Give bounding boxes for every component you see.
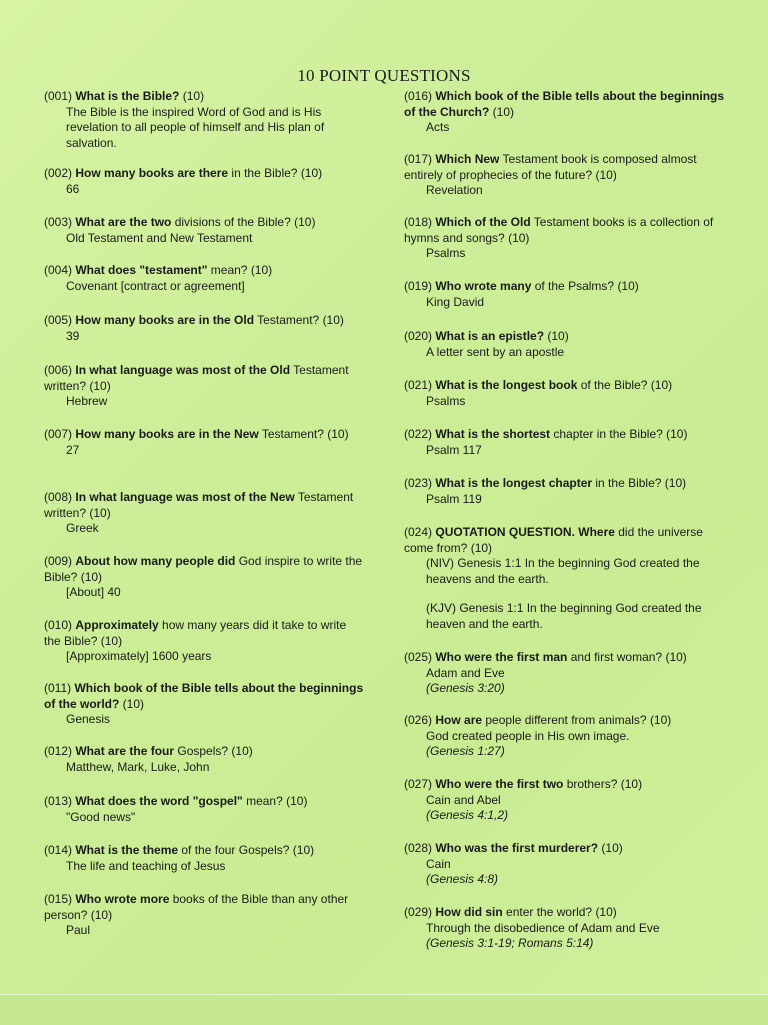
question-number: (004) [44,263,73,277]
question-points: (10) [595,905,617,919]
question-emphasis: Approximately [75,618,159,632]
question-rest: and first woman? [567,650,663,664]
question-text [404,713,726,729]
question-number: (018) [404,215,433,229]
question-points: (10) [286,794,308,808]
question-item [44,215,366,246]
question-text [404,476,726,492]
answer-text: Through the disobedience of Adam and Eve [426,920,660,935]
question-points: (10) [100,633,123,648]
question-text [44,843,366,859]
question-text [404,841,726,857]
question-number: (027) [404,777,433,791]
question-rest: of the four Gospels? [178,843,290,857]
question-emphasis: What are the two [75,215,172,229]
question-emphasis: What is the longest chapter [435,476,593,490]
answer-text: 27 [66,442,80,457]
reference-line [404,808,726,824]
question-rest: did the universe come from? [404,525,703,555]
question-item [404,89,726,136]
reference-line [404,681,726,697]
question-number: (009) [44,554,73,568]
question-item [44,794,366,825]
answer-text: 39 [66,328,80,343]
question-item [404,427,726,458]
question-number: (024) [404,525,433,539]
question-number: (011) [44,681,72,695]
question-rest: how many years did it take to write the Bible? [44,618,347,648]
answer-text: Cain [426,856,451,871]
question-rest: Testament written? [44,363,349,393]
answer-text: The life and teaching of Jesus [66,858,226,873]
question-number: (019) [404,279,433,293]
question-emphasis: How did sin [435,905,503,919]
question-item [44,166,366,197]
question-emphasis: What is the Bible? [75,89,180,103]
question-text [44,313,366,329]
question-emphasis: What are the four [75,744,175,758]
question-points: (10) [90,907,113,922]
question-rest: people different from animals? [482,713,647,727]
question-text [404,152,726,183]
question-rest: of the Bible? [577,378,648,392]
question-item [44,843,366,874]
question-text [404,378,726,394]
question-emphasis: Who was the first murderer? [435,841,599,855]
answer-text: Genesis [66,712,111,726]
answer-text: [About] 40 [66,585,121,599]
question-points: (10) [617,279,639,293]
question-emphasis: How are [435,713,483,727]
answer-text: 66 [66,181,80,196]
question-item [404,215,726,262]
question-emphasis: In what language was most of the Old [75,363,291,377]
question-rest: in the Bible? [592,476,662,490]
question-rest: divisions of the Bible? [171,215,291,229]
question-emphasis: What does the word "gospel" [75,794,243,808]
answer-text: King David [426,294,485,309]
answer-text: [Approximately] 1600 years [66,649,212,663]
question-emphasis: Which book of the Bible tells about the beginnings of the world? [44,681,364,711]
question-points: (10) [508,230,530,245]
question-text [44,794,366,810]
question-item [44,681,366,728]
question-number: (026) [404,713,433,727]
answer-text: Hebrew [66,394,108,408]
question-points: (10) [122,696,145,711]
question-text [404,89,726,120]
question-item [44,554,366,601]
question-number: (010) [44,618,73,632]
question-number: (020) [404,329,433,343]
answer-text: "Good news" [66,809,136,824]
question-number: (028) [404,841,433,855]
question-number: (015) [44,892,73,906]
question-points: (10) [327,427,349,441]
question-points: (10) [470,540,493,555]
question-text [404,525,726,556]
question-rest: Testament book is composed almost entirely of prophecies of the future? [404,152,697,182]
question-text [404,905,726,921]
answer-text: God created people in His own image. [426,728,630,743]
question-text [44,363,366,394]
question-item [44,89,366,151]
scripture-reference: (Genesis 3:20) [426,681,505,695]
question-emphasis: Who were the first two [435,777,564,791]
question-emphasis: What does "testament" [75,263,208,277]
question-number: (014) [44,843,73,857]
question-item [44,313,366,344]
answer-text: Matthew, Mark, Luke, John [66,759,210,774]
question-item [404,279,726,310]
question-points: (10) [292,843,315,857]
question-points: (10) [89,505,111,520]
scripture-reference: (Genesis 3:1-19; Romans 5:14) [426,936,594,950]
question-item [44,618,366,665]
question-rest: enter the world? [502,905,593,919]
answer-text: (KJV) Genesis 1:1 In the beginning God created the heaven and the earth. [426,601,702,631]
question-points: (10) [650,378,673,392]
question-number: (006) [44,363,73,377]
question-points: (10) [547,329,569,343]
question-rest: mean? [207,263,248,277]
question-item [44,744,366,775]
question-number: (001) [44,89,73,103]
question-points: (10) [80,569,103,584]
question-emphasis: Who wrote many [435,279,532,293]
question-emphasis: What is an epistle? [435,329,545,343]
question-item [404,713,726,760]
question-points: (10) [665,650,687,664]
answer-text: Psalms [426,246,466,260]
question-emphasis: How many books are there [75,166,229,180]
question-emphasis: Who were the first man [435,650,568,664]
answer-text: A letter sent by an apostle [426,344,565,359]
question-number: (025) [404,650,433,664]
question-emphasis: What is the longest book [435,378,578,392]
question-item [404,476,726,507]
question-rest: chapter in the Bible? [550,427,663,441]
question-points: (10) [649,713,672,727]
question-emphasis: About how many people did [75,554,236,568]
question-item [404,650,726,697]
question-rest: in the Bible? [228,166,298,180]
question-points: (10) [620,777,643,791]
question-item [404,841,726,888]
answer-text: Revelation [426,183,483,197]
page-edge-strip [0,994,768,1025]
question-emphasis: How many books are in the New [75,427,259,441]
question-item [44,490,366,537]
question-text [44,89,366,105]
question-points: (10) [322,313,344,327]
question-emphasis: What is the theme [75,843,179,857]
question-number: (008) [44,490,73,504]
question-emphasis: Which book of the Bible tells about the beginnings of the Church? [404,89,725,119]
answer-text: Old Testament and New Testament [66,230,253,245]
question-number: (017) [404,152,433,166]
question-rest: Testament? [254,313,320,327]
question-points: (10) [601,841,623,855]
question-rest: Testament books is a collection of hymns and songs? [404,215,714,245]
answer-text: Covenant [contract or agreement] [66,278,245,293]
question-rest: brothers? [563,777,618,791]
question-points: (10) [666,427,688,441]
question-emphasis: Which New [435,152,500,166]
question-text [44,618,366,649]
answer-text: Acts [426,120,450,134]
question-text [44,263,366,279]
question-text [404,427,726,443]
question-points: (10) [664,476,687,490]
question-text [44,427,366,443]
reference-line [404,744,726,760]
answer-text: Cain and Abel [426,792,501,807]
question-item [44,892,366,939]
question-number: (005) [44,313,73,327]
question-points: (10) [294,215,316,229]
answer-text: Psalm 117 [426,442,482,457]
answer-text: Psalm 119 [426,491,482,506]
question-number: (013) [44,794,73,808]
question-rest: Testament? [258,427,324,441]
question-number: (007) [44,427,73,441]
answer-text: Adam and Eve [426,665,505,680]
question-item [404,777,726,824]
question-rest: Testament written? [44,490,354,520]
question-points: (10) [89,378,111,393]
question-text [404,329,726,345]
question-item [404,378,726,409]
question-text [404,650,726,666]
question-item [44,263,366,294]
question-points: (10) [595,167,617,182]
question-text [404,215,726,246]
question-text [404,279,726,295]
reference-line [404,872,726,888]
answer-text: Psalms [426,393,466,408]
question-emphasis: How many books are in the Old [75,313,255,327]
question-rest: books of the Bible than any other person? [44,892,349,922]
question-emphasis: Which of the Old [435,215,531,229]
scripture-reference: (Genesis 4:8) [426,872,499,886]
question-text [44,215,366,231]
question-text [44,681,366,712]
question-number: (016) [404,89,433,103]
question-points: (10) [492,104,515,119]
question-emphasis: QUOTATION QUESTION. Where [435,525,615,539]
question-points: (10) [250,263,273,277]
question-item [44,427,366,458]
question-rest: of the Psalms? [531,279,615,293]
question-item [404,525,726,587]
answer-text: The Bible is the inspired Word of God and is His revelation to all people of himself and His plan of salvation. [66,104,325,150]
question-rest: God inspire to write the Bible? [44,554,363,584]
question-number: (012) [44,744,73,758]
question-number: (023) [404,476,433,490]
question-rest: Gospels? [174,744,229,758]
answer-text: Paul [66,923,91,937]
question-item [44,363,366,410]
question-number: (029) [404,905,433,919]
question-text [44,744,366,760]
reference-line [404,936,726,952]
question-number: (002) [44,166,73,180]
question-points: (10) [231,744,253,758]
answer-text: (NIV) Genesis 1:1 In the beginning God created the heavens and the earth. [426,556,700,586]
scripture-reference: (Genesis 1:27) [426,744,505,758]
question-number: (022) [404,427,433,441]
question-emphasis: In what language was most of the New [75,490,295,504]
question-rest: mean? [242,794,283,808]
question-number: (003) [44,215,73,229]
question-points: (10) [300,166,323,180]
question-item [404,601,726,632]
scripture-reference: (Genesis 4:1,2) [426,808,509,822]
page-title: 10 POINT QUESTIONS [297,66,471,85]
question-text [44,892,366,923]
question-item [404,152,726,199]
question-text [404,777,726,793]
question-item [404,329,726,360]
question-text [44,554,366,585]
question-emphasis: What is the shortest [435,427,551,441]
answer-text: Greek [66,521,99,535]
question-text [44,166,366,182]
question-item [404,905,726,952]
question-points: (10) [182,89,205,103]
question-number: (021) [404,378,433,392]
question-emphasis: Who wrote more [75,892,170,906]
question-text [44,490,366,521]
